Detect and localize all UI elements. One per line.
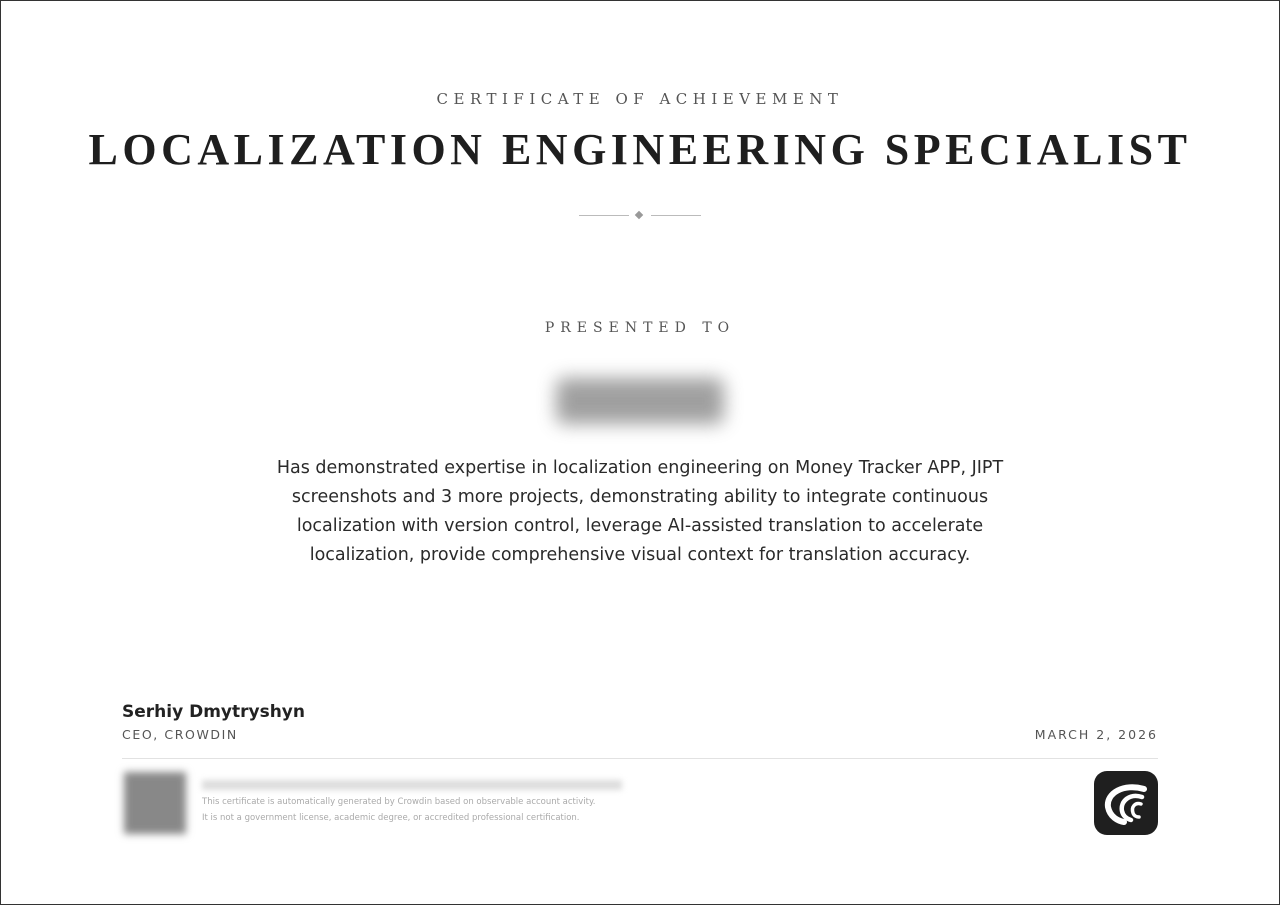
certificate-title: LOCALIZATION ENGINEERING SPECIALIST (88, 125, 1192, 174)
crowdin-logo-icon (1094, 771, 1158, 835)
verification-link-redacted (202, 780, 622, 790)
signer-name: Serhiy Dmytryshyn (122, 702, 305, 722)
issue-date: MARCH 2, 2026 (1034, 727, 1158, 742)
footer-divider (122, 758, 1158, 759)
diamond-icon (635, 211, 643, 219)
presented-to-label: PRESENTED TO (544, 320, 736, 336)
signer-role: CEO, CROWDIN (122, 727, 238, 742)
disclaimer-line-2: It is not a government license, academic degree, or accredited professional certification. (202, 813, 580, 823)
recipient-name-redacted (556, 378, 724, 424)
ornament-divider (579, 210, 701, 220)
certificate-description: Has demonstrated expertise in localization engineering on Money Tracker APP, JIPT screenshots and 3 more projects, demonstrating ability to integrate continuous localization with version control, leverage AI-assisted translation to accelerate localization, provide comprehensive visual context for translation accuracy. (276, 458, 1004, 565)
disclaimer-line-1: This certificate is automatically generated by Crowdin based on observable account activity. (202, 797, 596, 807)
certificate-kicker: CERTIFICATE OF ACHIEVEMENT (436, 90, 844, 108)
qr-code-redacted (124, 772, 186, 834)
